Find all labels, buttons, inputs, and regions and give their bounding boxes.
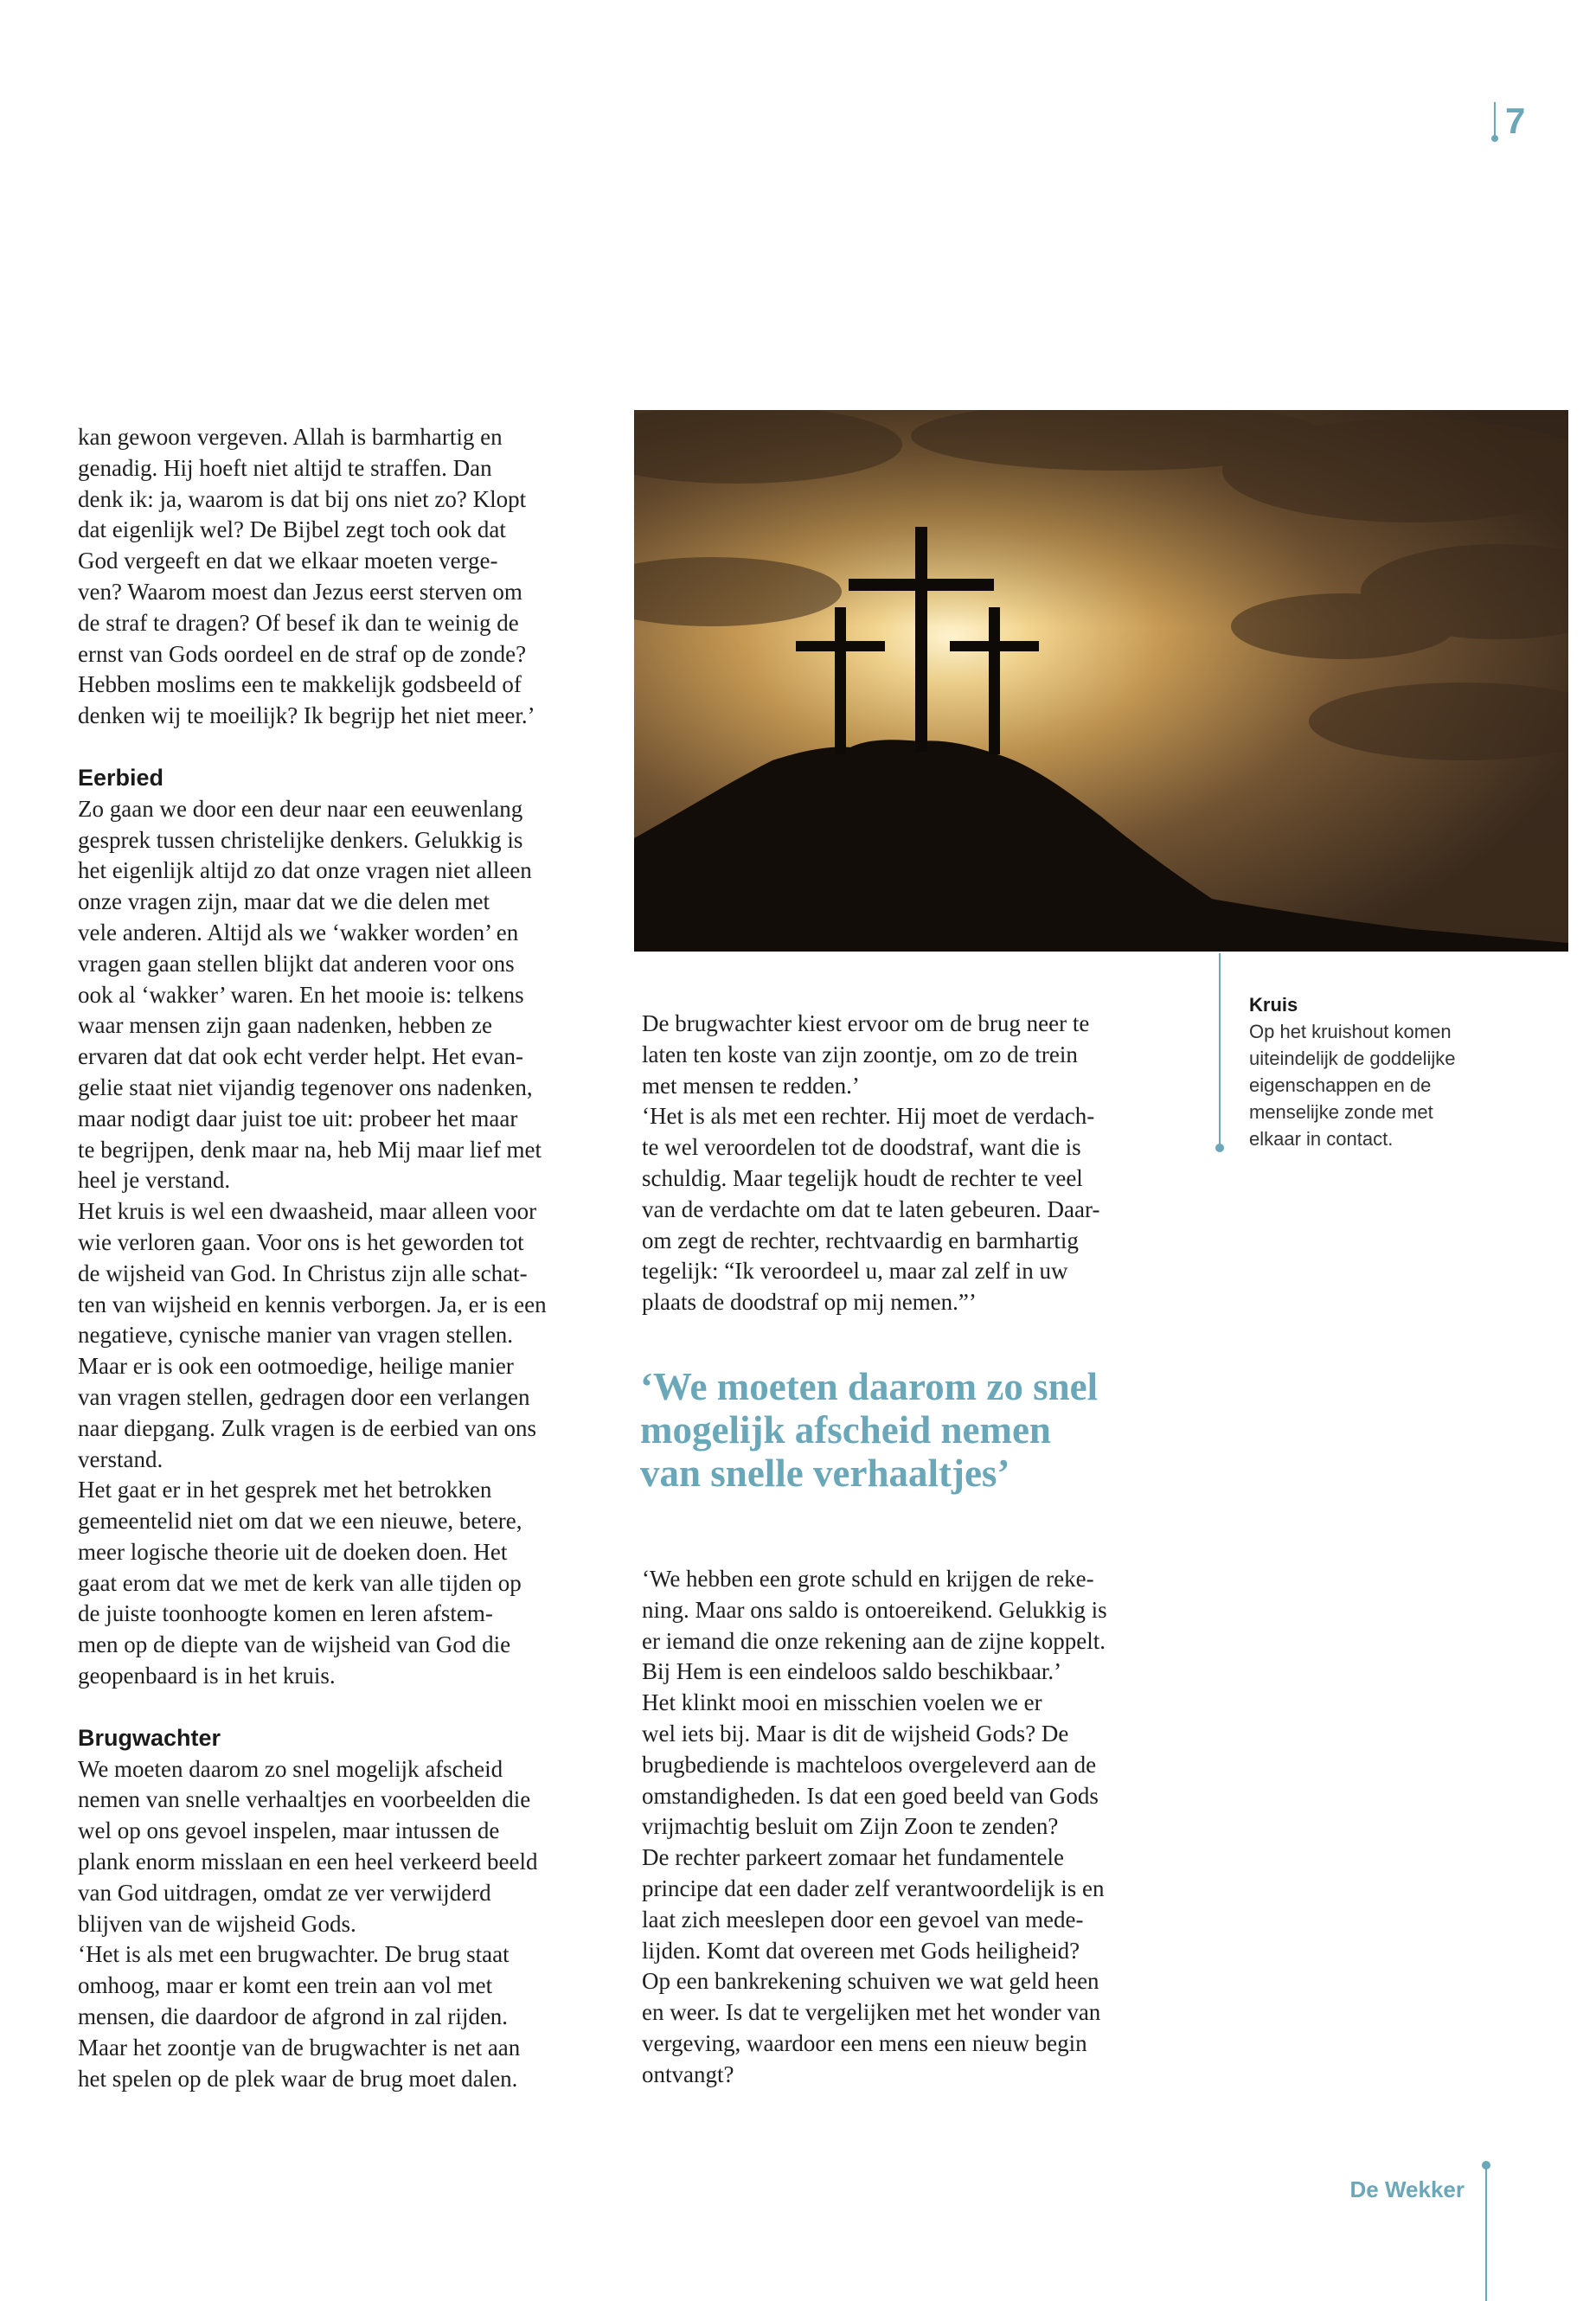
text-line: het spelen op de plek waar de brug moet dalen. bbox=[78, 2065, 518, 2092]
text-line: te begrijpen, denk maar na, heb Mij maar lief met bbox=[78, 1136, 542, 1163]
text-line: We moeten daarom zo snel mogelijk afscheid bbox=[78, 1755, 503, 1782]
text-line: Het gaat er in het gesprek met het betrokken bbox=[78, 1477, 492, 1503]
text-line: ook al ‘wakker’ waren. En het mooie is: telkens bbox=[78, 981, 524, 1008]
text-line: van vragen stellen, gedragen door een verlangen bbox=[78, 1383, 530, 1410]
text-line: ‘Het is als met een rechter. Hij moet de verdach- bbox=[642, 1103, 1095, 1130]
left-column bbox=[78, 422, 610, 2094]
caption-text-line: elkaar in contact. bbox=[1249, 1128, 1394, 1150]
text-line: de juiste toonhoogte komen en leren afstem- bbox=[78, 1600, 493, 1627]
text-line: nemen van snelle verhaaltjes en voorbeelden die bbox=[78, 1786, 531, 1813]
text-line: wie verloren gaan. Voor ons is het geworden tot bbox=[78, 1228, 524, 1255]
page-number-rule bbox=[1494, 102, 1496, 137]
text-line: van God uitdragen, omdat ze ver verwijderd bbox=[78, 1879, 491, 1906]
text-line: Het kruis is wel een dwaasheid, maar alleen voor bbox=[78, 1198, 537, 1225]
caption-text-line: menselijke zonde met bbox=[1249, 1101, 1433, 1123]
text-line: Zo gaan we door een deur naar een eeuwenlang bbox=[78, 795, 523, 822]
text-line: denk ik: ja, waarom is dat bij ons niet zo? Klopt bbox=[78, 485, 527, 512]
text-line: genadig. Hij hoeft niet altijd te straffen. Dan bbox=[78, 454, 492, 481]
text-line: ontvangt? bbox=[642, 2061, 734, 2087]
text-line: blijven van de wijsheid Gods. bbox=[78, 1910, 356, 1937]
text-line: ‘Het is als met een brugwachter. De brug staat bbox=[78, 1941, 510, 1968]
text-line: Maar er is ook een ootmoedige, heilige manier bbox=[78, 1353, 514, 1380]
section-heading-brugwachter: Brugwachter bbox=[78, 1724, 221, 1751]
text-line: Bij Hem is een eindeloos saldo beschikbaar.’ bbox=[642, 1658, 1062, 1685]
page-number-dot bbox=[1491, 135, 1498, 142]
text-line: met mensen te redden.’ bbox=[642, 1072, 860, 1099]
text-line: waar mensen zijn gaan nadenken, hebben ze bbox=[78, 1012, 493, 1039]
text-line: plaats de doodstraf op mij nemen.”’ bbox=[642, 1289, 977, 1316]
text-line: vele anderen. Altijd als we ‘wakker worden’ en bbox=[78, 919, 519, 945]
intro-paragraph bbox=[78, 422, 610, 732]
text-line: Hebben moslims een te makkelijk godsbeeld of bbox=[78, 671, 522, 698]
text-line: ten van wijsheid en kennis verborgen. Ja, er is een bbox=[78, 1291, 547, 1317]
text-line: principe dat een dader zelf verantwoordelijk is en bbox=[642, 1875, 1105, 1901]
text-line: mensen, die daardoor de afgrond in zal rijden. bbox=[78, 2003, 509, 2030]
pull-quote-line: van snelle verhaaltjes’ bbox=[640, 1452, 1010, 1495]
middle-column-bottom bbox=[642, 1564, 1178, 2091]
brugwachter-paragraphs bbox=[78, 1754, 610, 2095]
photo-caption bbox=[1249, 991, 1509, 1152]
text-line: vergeving, waardoor een mens een nieuw begin bbox=[642, 2029, 1087, 2056]
eerbied-paragraphs bbox=[78, 794, 610, 1692]
text-line: gelie staat niet vijandig tegenover ons nadenken, bbox=[78, 1074, 533, 1100]
crosses-photo bbox=[634, 410, 1568, 952]
text-line: onze vragen zijn, maar dat we die delen met bbox=[78, 888, 490, 915]
text-line: brugbediende is machteloos overgeleverd aan de bbox=[642, 1751, 1097, 1778]
text-line: vragen gaan stellen blijkt dat anderen voor ons bbox=[78, 950, 515, 977]
text-line: laat zich meeslepen door een gevoel van mede- bbox=[642, 1906, 1084, 1932]
text-line: geopenbaard is in het kruis. bbox=[78, 1663, 336, 1689]
text-line: verstand. bbox=[78, 1445, 163, 1472]
text-line: om zegt de rechter, rechtvaardig en barmhartig bbox=[642, 1227, 1079, 1253]
pull-quote-line: mogelijk afscheid nemen bbox=[640, 1408, 1051, 1452]
middle-bottom-paragraphs bbox=[642, 1564, 1178, 2091]
text-line: gesprek tussen christelijke denkers. Gelukkig is bbox=[78, 826, 523, 853]
text-line: De brugwachter kiest ervoor om de brug neer te bbox=[642, 1010, 1090, 1036]
text-line: laten ten koste van zijn zoontje, om zo de trein bbox=[642, 1041, 1078, 1067]
text-line: God vergeeft en dat we elkaar moeten verge- bbox=[78, 548, 498, 574]
text-line: het eigenlijk altijd zo dat onze vragen niet alleen bbox=[78, 857, 532, 884]
text-line: omhoog, maar er komt een trein aan vol met bbox=[78, 1972, 493, 1999]
text-line: dat eigenlijk wel? De Bijbel zegt toch ook dat bbox=[78, 516, 506, 543]
caption-text-line: Op het kruishout komen bbox=[1249, 1021, 1452, 1042]
text-line: kan gewoon vergeven. Allah is barmhartig en bbox=[78, 424, 503, 450]
text-line: Maar het zoontje van de brugwachter is net aan bbox=[78, 2034, 521, 2061]
text-line: lijden. Komt dat overeen met Gods heiligheid? bbox=[642, 1937, 1080, 1964]
caption-title: Kruis bbox=[1249, 994, 1298, 1016]
text-line: vrijmachtig besluit om Zijn Zoon te zenden? bbox=[642, 1813, 1059, 1840]
text-line: ning. Maar ons saldo is ontoereikend. Gelukkig is bbox=[642, 1596, 1107, 1623]
caption-text-line: uiteindelijk de goddelijke bbox=[1249, 1048, 1456, 1069]
text-line: omstandigheden. Is dat een goed beeld van Gods bbox=[642, 1782, 1099, 1809]
section-heading-eerbied: Eerbied bbox=[78, 764, 164, 791]
text-line: schuldig. Maar tegelijk houdt de rechter te veel bbox=[642, 1164, 1083, 1191]
text-line: van de verdachte om dat te laten gebeuren. Daar- bbox=[642, 1195, 1100, 1222]
text-line: men op de diepte van de wijsheid van God die bbox=[78, 1631, 511, 1658]
text-line: heel je verstand. bbox=[78, 1167, 231, 1194]
text-line: en weer. Is dat te vergelijken met het wonder van bbox=[642, 1999, 1101, 2026]
text-line: ven? Waarom moest dan Jezus eerst sterven om bbox=[78, 578, 522, 605]
middle-column bbox=[642, 1009, 1178, 1318]
pull-quote bbox=[640, 1365, 1185, 1495]
text-line: te wel veroordelen tot de doodstraf, want die is bbox=[642, 1134, 1081, 1161]
text-line: De rechter parkeert zomaar het fundamentele bbox=[642, 1844, 1064, 1871]
crosses-illustration bbox=[634, 410, 1568, 952]
caption-dot bbox=[1215, 1144, 1224, 1152]
text-line: ervaren dat dat ook echt verder helpt. Het evan- bbox=[78, 1043, 524, 1070]
page-number-marker bbox=[1486, 100, 1555, 144]
text-line: ‘We hebben een grote schuld en krijgen de reke- bbox=[642, 1566, 1094, 1592]
middle-top-paragraphs bbox=[642, 1009, 1178, 1318]
text-line: Het klinkt mooi en misschien voelen we er bbox=[642, 1689, 1042, 1716]
text-line: maar nodigt daar juist toe uit: probeer het maar bbox=[78, 1105, 518, 1131]
caption-text-line: eigenschappen en de bbox=[1249, 1074, 1432, 1096]
text-line: ernst van Gods oordeel en de straf op de zonde? bbox=[78, 640, 527, 667]
text-line: gemeentelid niet om dat we een nieuwe, betere, bbox=[78, 1508, 522, 1535]
footer-rule bbox=[1485, 2163, 1487, 2301]
pull-quote-line: ‘We moeten daarom zo snel bbox=[640, 1365, 1099, 1408]
text-line: denken wij te moeilijk? Ik begrijp het niet meer.’ bbox=[78, 702, 535, 729]
text-line: naar diepgang. Zulk vragen is de eerbied van ons bbox=[78, 1414, 537, 1441]
text-line: de straf te dragen? Of besef ik dan te weinig de bbox=[78, 609, 519, 636]
text-line: meer logische theorie uit de doeken doen. Het bbox=[78, 1538, 508, 1565]
text-line: tegelijk: “Ik veroordeel u, maar zal zelf in uw bbox=[642, 1258, 1068, 1285]
text-line: er iemand die onze rekening aan de zijne koppelt. bbox=[642, 1627, 1106, 1654]
caption-rule bbox=[1219, 953, 1221, 1145]
page-number: 7 bbox=[1505, 100, 1526, 141]
magazine-name: De Wekker bbox=[1349, 2176, 1465, 2202]
text-line: Op een bankrekening schuiven we wat geld heen bbox=[642, 1968, 1099, 1995]
text-line: gaat erom dat we met de kerk van alle tijden op bbox=[78, 1569, 522, 1596]
text-line: negatieve, cynische manier van vragen stellen. bbox=[78, 1322, 514, 1349]
text-line: de wijsheid van God. In Christus zijn alle schat- bbox=[78, 1259, 528, 1286]
text-line: plank enorm misslaan en een heel verkeerd beeld bbox=[78, 1849, 538, 1875]
text-line: wel iets bij. Maar is dit de wijsheid Gods? De bbox=[642, 1720, 1069, 1747]
text-line: wel op ons gevoel inspelen, maar intussen de bbox=[78, 1817, 500, 1844]
